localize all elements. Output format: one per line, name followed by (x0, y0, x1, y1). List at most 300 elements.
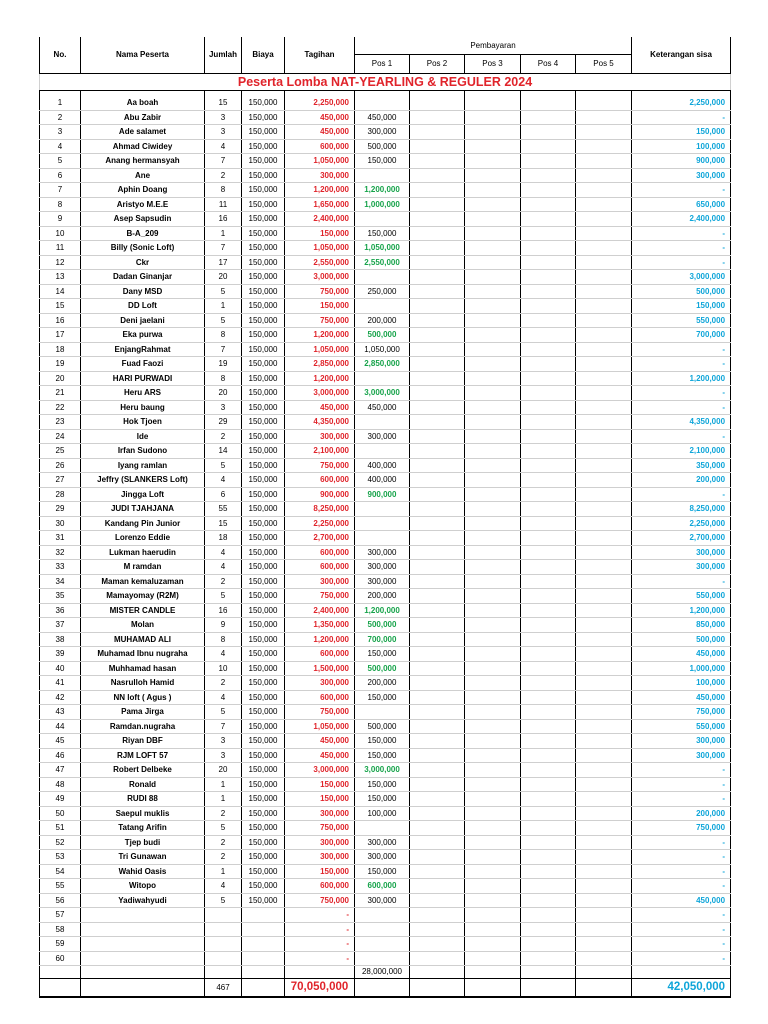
cell-keterangan-sisa: 300,000 (632, 734, 731, 749)
table-row (40, 545, 731, 560)
cell-pos-4 (521, 502, 576, 517)
cell-pos-5 (576, 415, 632, 430)
cell-biaya: 150,000 (242, 574, 285, 589)
table-row (40, 386, 731, 401)
cell-pos-5 (576, 806, 632, 821)
spreadsheet (39, 37, 730, 998)
cell-jumlah (205, 922, 242, 937)
cell-pos-2 (410, 806, 465, 821)
cell-jumlah: 10 (205, 661, 242, 676)
cell-tagihan: 600,000 (285, 647, 355, 662)
table-row (40, 806, 731, 821)
cell-pos-3 (465, 661, 521, 676)
cell-keterangan-sisa: - (632, 908, 731, 923)
cell-pos-1 (355, 212, 410, 227)
cell-row-no: 51 (40, 821, 81, 836)
cell-participant-name: Abu Zabir (81, 110, 205, 125)
cell-keterangan-sisa: - (632, 835, 731, 850)
cell-pos-1: 1,000,000 (355, 197, 410, 212)
cell-participant-name: Dadan Ginanjar (81, 270, 205, 285)
cell-pos-1 (355, 299, 410, 314)
cell-pos-3 (465, 125, 521, 140)
cell-jumlah: 5 (205, 821, 242, 836)
cell-pos-5 (576, 879, 632, 894)
cell-participant-name: Fuad Faozi (81, 357, 205, 372)
cell-row-no: 45 (40, 734, 81, 749)
cell-keterangan-sisa: 550,000 (632, 589, 731, 604)
cell-jumlah: 2 (205, 168, 242, 183)
cell-pos-5 (576, 545, 632, 560)
cell-pos-2 (410, 879, 465, 894)
cell-pos-5 (576, 212, 632, 227)
cell-participant-name: Ane (81, 168, 205, 183)
cell-participant-name: Tri Gunawan (81, 850, 205, 865)
cell-biaya: 150,000 (242, 560, 285, 575)
cell-pos-3 (465, 415, 521, 430)
cell-biaya: 150,000 (242, 603, 285, 618)
cell-jumlah: 9 (205, 618, 242, 633)
cell-biaya: 150,000 (242, 255, 285, 270)
cell-jumlah: 4 (205, 473, 242, 488)
cell-pos-5 (576, 197, 632, 212)
cell-pos-3 (465, 574, 521, 589)
cell-pos-4 (521, 589, 576, 604)
cell-pos-5 (576, 835, 632, 850)
cell-participant-name: Deni jaelani (81, 313, 205, 328)
cell-pos-1: 150,000 (355, 734, 410, 749)
cell-biaya: 150,000 (242, 154, 285, 169)
cell-tagihan: 300,000 (285, 676, 355, 691)
cell-biaya (242, 951, 285, 966)
cell-pos-1: 150,000 (355, 226, 410, 241)
cell-pos-1: 1,200,000 (355, 183, 410, 198)
table-body (40, 91, 731, 966)
table-row (40, 458, 731, 473)
cell-biaya: 150,000 (242, 473, 285, 488)
table-row (40, 719, 731, 734)
cell-pos-3 (465, 400, 521, 415)
cell-participant-name: NN loft ( Agus ) (81, 690, 205, 705)
cell-jumlah: 4 (205, 647, 242, 662)
table-row (40, 183, 731, 198)
cell-pos-3 (465, 386, 521, 401)
cell-row-no: 12 (40, 255, 81, 270)
table-row (40, 690, 731, 705)
cell-pos-1: 150,000 (355, 777, 410, 792)
cell-pos-4 (521, 893, 576, 908)
cell-biaya: 150,000 (242, 734, 285, 749)
cell-row-no: 35 (40, 589, 81, 604)
cell-pos-2 (410, 560, 465, 575)
cell-jumlah: 16 (205, 603, 242, 618)
table-row (40, 487, 731, 502)
cell-pos-1: 2,850,000 (355, 357, 410, 372)
cell-pos-1: 150,000 (355, 647, 410, 662)
cell-pos-2 (410, 270, 465, 285)
cell-biaya: 150,000 (242, 850, 285, 865)
cell-biaya: 150,000 (242, 545, 285, 560)
cell-pos-2 (410, 777, 465, 792)
cell-pos-4 (521, 574, 576, 589)
cell-biaya: 150,000 (242, 516, 285, 531)
cell-biaya: 150,000 (242, 502, 285, 517)
cell-keterangan-sisa: 4,350,000 (632, 415, 731, 430)
cell-keterangan-sisa: - (632, 255, 731, 270)
cell-pos-4 (521, 125, 576, 140)
cell-row-no: 43 (40, 705, 81, 720)
cell-jumlah: 14 (205, 444, 242, 459)
cell-keterangan-sisa: 550,000 (632, 313, 731, 328)
cell-pos-1: 900,000 (355, 487, 410, 502)
cell-pos-3 (465, 603, 521, 618)
cell-tagihan: 2,250,000 (285, 96, 355, 110)
cell-row-no: 17 (40, 328, 81, 343)
table-row (40, 516, 731, 531)
cell-keterangan-sisa: 450,000 (632, 893, 731, 908)
cell-tagihan: 300,000 (285, 574, 355, 589)
cell-keterangan-sisa: 350,000 (632, 458, 731, 473)
cell-pos-1: 400,000 (355, 473, 410, 488)
cell-keterangan-sisa: - (632, 400, 731, 415)
cell-pos-2 (410, 603, 465, 618)
cell-biaya: 150,000 (242, 879, 285, 894)
cell-row-no: 19 (40, 357, 81, 372)
cell-row-no: 25 (40, 444, 81, 459)
cell-pos-4 (521, 270, 576, 285)
cell-keterangan-sisa: 3,000,000 (632, 270, 731, 285)
cell-row-no: 18 (40, 342, 81, 357)
cell-pos-4 (521, 168, 576, 183)
cell-keterangan-sisa: 450,000 (632, 690, 731, 705)
cell-biaya (242, 937, 285, 952)
cell-participant-name: Yadiwahyudi (81, 893, 205, 908)
cell-keterangan-sisa: - (632, 342, 731, 357)
cell-pos-4 (521, 241, 576, 256)
cell-pos-1 (355, 371, 410, 386)
cell-pos-3 (465, 487, 521, 502)
cell-pos-5 (576, 168, 632, 183)
cell-row-no: 4 (40, 139, 81, 154)
cell-participant-name: Maman kemaluzaman (81, 574, 205, 589)
cell-pos-1: 1,200,000 (355, 603, 410, 618)
cell-row-no: 20 (40, 371, 81, 386)
cell-jumlah: 5 (205, 458, 242, 473)
cell-pos-2 (410, 313, 465, 328)
cell-pos-4 (521, 531, 576, 546)
cell-participant-name: Mamayomay (R2M) (81, 589, 205, 604)
cell-pos-1 (355, 821, 410, 836)
header-no: No. (40, 37, 81, 74)
cell-pos-5 (576, 183, 632, 198)
cell-pos-1 (355, 444, 410, 459)
cell-tagihan: 450,000 (285, 734, 355, 749)
header-pos-2: Pos 2 (410, 55, 465, 74)
cell-pos-4 (521, 864, 576, 879)
cell-biaya: 150,000 (242, 429, 285, 444)
cell-pos-4 (521, 719, 576, 734)
cell-pos-5 (576, 748, 632, 763)
cell-participant-name: Asep Sapsudin (81, 212, 205, 227)
cell-pos-1: 150,000 (355, 748, 410, 763)
table-row (40, 400, 731, 415)
cell-biaya: 150,000 (242, 777, 285, 792)
cell-pos-2 (410, 951, 465, 966)
cell-keterangan-sisa: 550,000 (632, 719, 731, 734)
cell-pos-5 (576, 690, 632, 705)
cell-keterangan-sisa: 2,100,000 (632, 444, 731, 459)
cell-biaya: 150,000 (242, 415, 285, 430)
cell-jumlah: 2 (205, 806, 242, 821)
cell-pos-4 (521, 879, 576, 894)
cell-participant-name: B-A_209 (81, 226, 205, 241)
cell-jumlah: 8 (205, 371, 242, 386)
cell-participant-name: Tjep budi (81, 835, 205, 850)
cell-pos-3 (465, 255, 521, 270)
cell-keterangan-sisa: - (632, 951, 731, 966)
cell-keterangan-sisa: 900,000 (632, 154, 731, 169)
cell-pos-1 (355, 516, 410, 531)
cell-pos-1: 400,000 (355, 458, 410, 473)
cell-tagihan: 750,000 (285, 821, 355, 836)
header-keterangan-sisa: Keterangan sisa (632, 37, 731, 74)
cell-tagihan: 600,000 (285, 690, 355, 705)
cell-jumlah: 55 (205, 502, 242, 517)
cell-pos-5 (576, 719, 632, 734)
cell-pos-1 (355, 96, 410, 110)
cell-pos-3 (465, 241, 521, 256)
cell-pos-2 (410, 110, 465, 125)
cell-pos-3 (465, 647, 521, 662)
cell-pos-3 (465, 879, 521, 894)
cell-pos-2 (410, 734, 465, 749)
cell-tagihan: 150,000 (285, 864, 355, 879)
cell-row-no: 44 (40, 719, 81, 734)
cell-participant-name: JUDI TJAHJANA (81, 502, 205, 517)
cell-biaya: 150,000 (242, 400, 285, 415)
cell-participant-name: Ronald (81, 777, 205, 792)
cell-tagihan: 300,000 (285, 168, 355, 183)
table-row (40, 415, 731, 430)
cell-biaya: 150,000 (242, 661, 285, 676)
cell-row-no: 29 (40, 502, 81, 517)
cell-keterangan-sisa: - (632, 937, 731, 952)
cell-pos-5 (576, 676, 632, 691)
cell-tagihan: 750,000 (285, 284, 355, 299)
table-row (40, 212, 731, 227)
cell-pos-3 (465, 197, 521, 212)
cell-jumlah: 4 (205, 139, 242, 154)
cell-pos-3 (465, 473, 521, 488)
cell-pos-2 (410, 342, 465, 357)
cell-pos-2 (410, 574, 465, 589)
header-pembayaran: Pembayaran (355, 37, 632, 55)
cell-pos-3 (465, 951, 521, 966)
cell-pos-4 (521, 284, 576, 299)
cell-pos-3 (465, 284, 521, 299)
cell-pos-1: 500,000 (355, 618, 410, 633)
cell-participant-name: RJM LOFT 57 (81, 748, 205, 763)
cell-participant-name (81, 951, 205, 966)
cell-biaya: 150,000 (242, 342, 285, 357)
cell-jumlah: 2 (205, 850, 242, 865)
cell-jumlah: 19 (205, 357, 242, 372)
cell-participant-name: RUDI 88 (81, 792, 205, 807)
cell-pos-3 (465, 342, 521, 357)
cell-pos-5 (576, 603, 632, 618)
header-pos-1: Pos 1 (355, 55, 410, 74)
cell-pos-2 (410, 444, 465, 459)
cell-tagihan: 750,000 (285, 705, 355, 720)
total-tagihan: 70,050,000 (285, 979, 355, 998)
cell-jumlah: 4 (205, 545, 242, 560)
cell-pos-5 (576, 270, 632, 285)
cell-participant-name: Ramdan.nugraha (81, 719, 205, 734)
cell-pos-3 (465, 270, 521, 285)
cell-pos-3 (465, 226, 521, 241)
cell-pos-2 (410, 429, 465, 444)
header-biaya: Biaya (242, 37, 285, 74)
table-row (40, 908, 731, 923)
table-row (40, 241, 731, 256)
cell-participant-name: Ide (81, 429, 205, 444)
cell-biaya: 150,000 (242, 719, 285, 734)
cell-keterangan-sisa: 300,000 (632, 560, 731, 575)
cell-row-no: 41 (40, 676, 81, 691)
cell-tagihan: 1,200,000 (285, 328, 355, 343)
cell-pos-2 (410, 415, 465, 430)
cell-row-no: 23 (40, 415, 81, 430)
cell-keterangan-sisa: - (632, 879, 731, 894)
cell-pos-5 (576, 255, 632, 270)
cell-participant-name: Pama Jirga (81, 705, 205, 720)
cell-biaya: 150,000 (242, 125, 285, 140)
cell-pos-3 (465, 806, 521, 821)
cell-tagihan: 2,850,000 (285, 357, 355, 372)
cell-pos-5 (576, 763, 632, 778)
cell-biaya (242, 908, 285, 923)
cell-pos-2 (410, 748, 465, 763)
cell-tagihan: 150,000 (285, 792, 355, 807)
cell-row-no: 6 (40, 168, 81, 183)
table-row (40, 357, 731, 372)
table-row (40, 734, 731, 749)
cell-tagihan: 150,000 (285, 226, 355, 241)
cell-biaya: 150,000 (242, 705, 285, 720)
cell-pos-3 (465, 168, 521, 183)
cell-participant-name: Wahid Oasis (81, 864, 205, 879)
cell-row-no: 46 (40, 748, 81, 763)
cell-keterangan-sisa: 100,000 (632, 676, 731, 691)
cell-tagihan: 300,000 (285, 835, 355, 850)
cell-biaya: 150,000 (242, 458, 285, 473)
cell-pos-5 (576, 154, 632, 169)
cell-pos-4 (521, 603, 576, 618)
cell-pos-1: 3,000,000 (355, 763, 410, 778)
cell-biaya: 150,000 (242, 792, 285, 807)
table-row (40, 821, 731, 836)
cell-tagihan: - (285, 951, 355, 966)
cell-pos-5 (576, 400, 632, 415)
cell-keterangan-sisa: 300,000 (632, 168, 731, 183)
cell-pos-2 (410, 400, 465, 415)
cell-tagihan: 600,000 (285, 560, 355, 575)
cell-keterangan-sisa: 2,250,000 (632, 516, 731, 531)
cell-keterangan-sisa: - (632, 574, 731, 589)
cell-pos-4 (521, 400, 576, 415)
cell-pos-4 (521, 226, 576, 241)
cell-jumlah: 5 (205, 284, 242, 299)
cell-pos-4 (521, 763, 576, 778)
cell-participant-name: Riyan DBF (81, 734, 205, 749)
cell-pos-5 (576, 589, 632, 604)
cell-row-no: 31 (40, 531, 81, 546)
cell-pos-3 (465, 458, 521, 473)
cell-tagihan: 900,000 (285, 487, 355, 502)
cell-pos-2 (410, 792, 465, 807)
cell-participant-name: Ade salamet (81, 125, 205, 140)
cell-participant-name: MISTER CANDLE (81, 603, 205, 618)
cell-keterangan-sisa: 200,000 (632, 473, 731, 488)
cell-keterangan-sisa: - (632, 226, 731, 241)
cell-pos-4 (521, 197, 576, 212)
cell-pos-3 (465, 313, 521, 328)
cell-tagihan: - (285, 937, 355, 952)
cell-pos-4 (521, 734, 576, 749)
cell-participant-name: HARI PURWADI (81, 371, 205, 386)
cell-keterangan-sisa: - (632, 357, 731, 372)
cell-keterangan-sisa: 1,200,000 (632, 371, 731, 386)
cell-pos-1: 150,000 (355, 154, 410, 169)
header-pos-5: Pos 5 (576, 55, 632, 74)
cell-pos-4 (521, 342, 576, 357)
cell-pos-1: 200,000 (355, 313, 410, 328)
cell-tagihan: 3,000,000 (285, 270, 355, 285)
table-row (40, 574, 731, 589)
cell-keterangan-sisa: - (632, 850, 731, 865)
table-row (40, 313, 731, 328)
cell-pos-2 (410, 589, 465, 604)
cell-pos-5 (576, 284, 632, 299)
cell-pos-1: 500,000 (355, 719, 410, 734)
cell-row-no: 58 (40, 922, 81, 937)
cell-biaya: 150,000 (242, 763, 285, 778)
cell-pos-4 (521, 850, 576, 865)
cell-pos-2 (410, 212, 465, 227)
cell-biaya: 150,000 (242, 821, 285, 836)
cell-row-no: 33 (40, 560, 81, 575)
cell-pos-3 (465, 763, 521, 778)
cell-jumlah: 17 (205, 255, 242, 270)
cell-jumlah: 4 (205, 560, 242, 575)
table-row (40, 502, 731, 517)
cell-jumlah: 1 (205, 792, 242, 807)
table-row (40, 777, 731, 792)
cell-participant-name: Saepul muklis (81, 806, 205, 821)
cell-jumlah: 2 (205, 835, 242, 850)
cell-biaya: 150,000 (242, 299, 285, 314)
cell-pos-5 (576, 618, 632, 633)
cell-biaya (242, 922, 285, 937)
cell-row-no: 37 (40, 618, 81, 633)
cell-tagihan: 600,000 (285, 139, 355, 154)
cell-jumlah: 20 (205, 763, 242, 778)
cell-pos-1: 700,000 (355, 632, 410, 647)
cell-pos-5 (576, 458, 632, 473)
cell-pos-5 (576, 777, 632, 792)
cell-row-no: 42 (40, 690, 81, 705)
cell-biaya: 150,000 (242, 197, 285, 212)
cell-pos-4 (521, 705, 576, 720)
